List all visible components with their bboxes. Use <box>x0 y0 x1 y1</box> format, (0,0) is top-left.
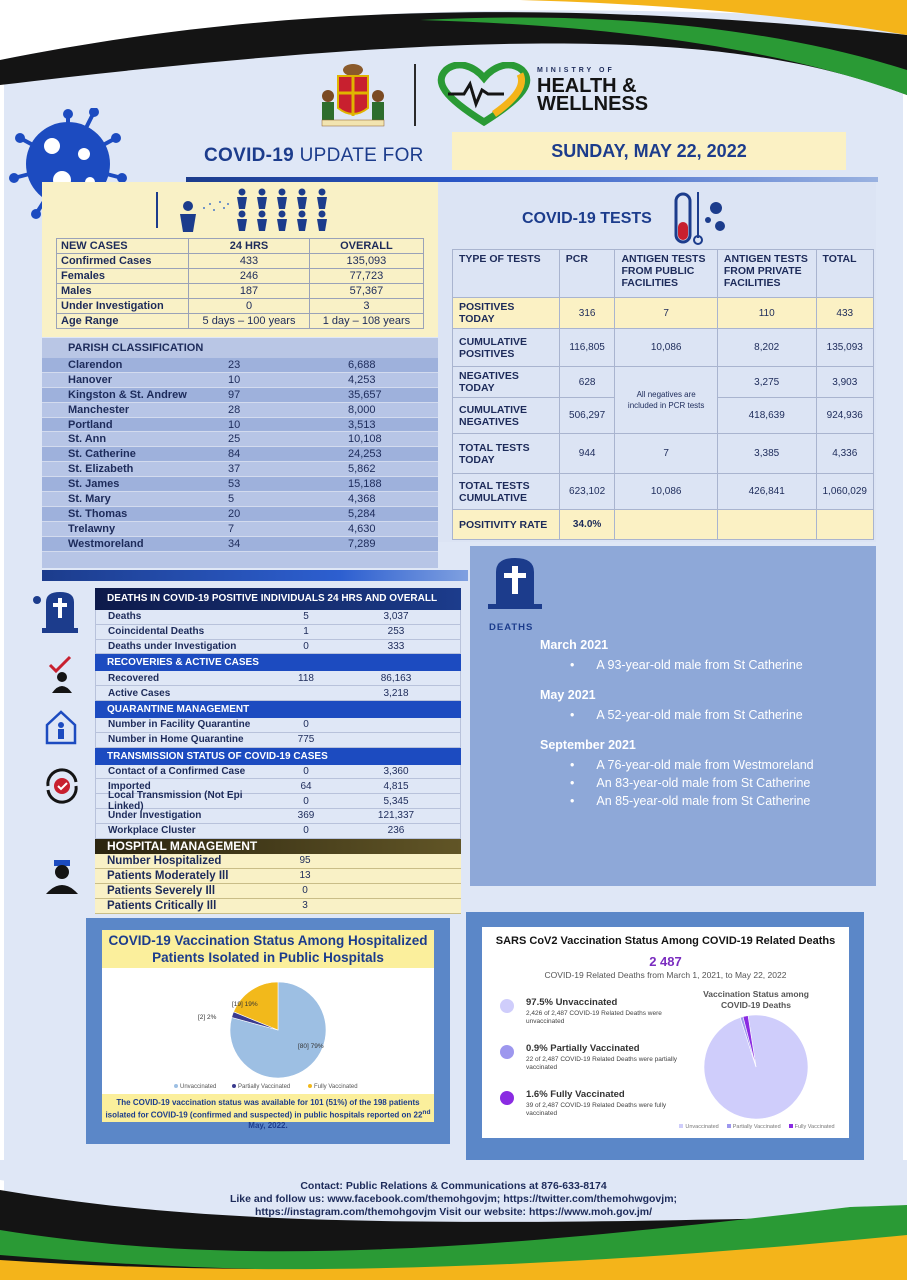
tests-public: 7 <box>615 434 717 474</box>
parish-name: St. Elizabeth <box>68 463 134 476</box>
row-label: Patients Critically Ill <box>107 899 217 912</box>
row-overall: 236 <box>387 825 405 837</box>
cases-24hrs: 187 <box>189 284 310 299</box>
parish-row <box>42 522 438 537</box>
heart-logo-icon <box>434 62 534 128</box>
tests-total: 433 <box>816 298 874 329</box>
legend-label: Partially Vaccinated <box>238 1084 291 1090</box>
vac-deaths-subtitle: COVID-19 Related Deaths from March 1, 2021, to May 22, 2022 <box>544 970 787 980</box>
table-row <box>95 824 461 839</box>
table-row <box>95 718 461 733</box>
footer-contact <box>0 1180 907 1219</box>
parish-24hrs: 23 <box>228 358 241 371</box>
legend-full <box>789 1124 835 1130</box>
deaths-group <box>540 638 814 672</box>
vaccination-hospital-title: COVID-19 Vaccination Status Among Hospitalized Patients Isolated in Public Hospitals <box>102 930 434 968</box>
tests-empty-cell <box>615 510 717 540</box>
item-pct: 0.9% Partially Vaccinated <box>526 1043 640 1054</box>
tests-pcr: 623,102 <box>559 474 615 510</box>
parish-name: St. Ann <box>68 433 107 446</box>
parish-overall: 35,657 <box>348 388 382 401</box>
parish-overall: 5,284 <box>348 507 376 520</box>
footer-line2: Like and follow us: www.facebook.com/themohgovjm; https://twitter.com/themohwgovjm; <box>229 1193 678 1205</box>
cases-label: Age Range <box>57 314 189 329</box>
row-24hrs: 5 <box>303 611 309 623</box>
people-divider <box>156 192 158 228</box>
item-pct: 97.5% Unvaccinated <box>526 997 618 1008</box>
parish-name: Trelawny <box>68 522 116 535</box>
recovery-check-icon <box>48 655 76 693</box>
table-row <box>95 610 461 625</box>
tests-row-label: NEGATIVES TODAY <box>453 367 560 398</box>
cases-24hrs: 246 <box>189 269 310 284</box>
cases-24hrs: 0 <box>189 299 310 314</box>
parish-24hrs: 5 <box>228 492 235 505</box>
deaths-month: September 2021 <box>540 738 636 752</box>
cases-header-label: NEW CASES <box>57 239 189 254</box>
row-overall: 3,360 <box>383 765 409 777</box>
pie-data-label: [19] 19% <box>232 1001 258 1008</box>
parish-24hrs: 20 <box>228 507 241 520</box>
legend-partial <box>727 1124 781 1130</box>
table-row <box>453 367 874 398</box>
row-24hrs: 0 <box>303 640 309 652</box>
table-row <box>57 299 424 314</box>
vaccination-deaths-card <box>482 927 849 1138</box>
tests-private: 418,639 <box>717 398 816 434</box>
parish-heading: PARISH CLASSIFICATION <box>42 338 438 358</box>
vac-deaths-chart-title: Vaccination Status among COVID-19 Deaths <box>703 989 809 1010</box>
parish-row <box>42 492 438 507</box>
parish-name: St. James <box>68 478 120 491</box>
transmission-head-bold: COVID-19 CASES <box>244 750 328 762</box>
row-24hrs: 775 <box>297 734 315 746</box>
parish-overall: 24,253 <box>348 448 382 461</box>
deaths-list <box>540 638 814 824</box>
row-label: Patients Severely Ill <box>107 884 216 897</box>
tests-pcr: 506,297 <box>559 398 615 434</box>
tests-row-label: CUMULATIVE NEGATIVES <box>453 398 560 434</box>
tests-total: 924,936 <box>816 398 874 434</box>
row-label: Patients Moderately Ill <box>107 869 229 882</box>
transmission-header <box>95 748 461 765</box>
tests-pcr: 316 <box>559 298 615 329</box>
legend-marker <box>232 1084 236 1088</box>
vaccination-hospital-note <box>102 1094 434 1130</box>
footer-line1: Contact: Public Relations & Communications at 876-633-8174 <box>300 1180 607 1192</box>
new-cases-table <box>56 238 424 329</box>
tests-row-label: TOTAL TESTS TODAY <box>453 434 560 474</box>
table-row <box>95 625 461 640</box>
cases-overall: 77,723 <box>309 269 423 284</box>
legend-label: Partially Vaccinated <box>732 1124 781 1130</box>
row-value: 0 <box>302 885 308 897</box>
list-item: • A 93-year-old male from St Catherine <box>570 658 814 672</box>
transmission-cycle-icon <box>40 764 84 808</box>
parish-row <box>42 432 438 447</box>
tombstone-icon <box>30 590 80 634</box>
test-tube-icon <box>672 190 732 248</box>
row-24hrs: 0 <box>303 719 309 731</box>
tests-public: 7 <box>615 298 717 329</box>
parish-name: Manchester <box>68 403 130 416</box>
deaths-head-pre: DEATHS IN <box>107 593 163 604</box>
hospital-header: HOSPITAL MANAGEMENT <box>95 839 461 854</box>
tests-row-label: POSITIVITY RATE <box>453 510 560 540</box>
parish-name: Westmoreland <box>68 537 144 550</box>
transmission-head-pre: TRANSMISSION STATUS OF <box>107 750 245 762</box>
table-row <box>95 854 461 869</box>
row-label: Workplace Cluster <box>108 825 196 837</box>
legend-label: Unvaccinated <box>685 1124 719 1130</box>
tests-public: 10,086 <box>615 474 717 510</box>
deaths-head-post: INDIVIDUALS 24 HRS AND OVERALL <box>257 593 438 604</box>
tombstone-icon <box>488 554 542 614</box>
tests-empty-cell <box>717 510 816 540</box>
table-row <box>95 790 461 813</box>
note-sup: nd <box>422 1109 431 1116</box>
parish-overall: 3,513 <box>348 418 376 431</box>
cases-overall: 135,093 <box>309 254 423 269</box>
parish-24hrs: 10 <box>228 418 241 431</box>
title-bold: COVID-19 <box>204 145 295 166</box>
item-desc: 2,426 of 2,487 COVID-19 Related Deaths were unvaccinated <box>526 1010 662 1025</box>
parish-row <box>42 418 438 433</box>
parish-overall: 4,253 <box>348 373 376 386</box>
deaths-month: May 2021 <box>540 688 596 702</box>
tests-empty-cell <box>816 510 874 540</box>
row-24hrs: 0 <box>303 795 309 807</box>
tests-pcr: 628 <box>559 367 615 398</box>
tests-total: 135,093 <box>816 329 874 367</box>
parish-24hrs: 28 <box>228 403 241 416</box>
parish-row <box>42 403 438 418</box>
legend-label: Fully Vaccinated <box>794 1124 835 1130</box>
deaths-pie-chart <box>694 1011 818 1123</box>
deaths-section-header <box>95 588 461 610</box>
parish-overall: 15,188 <box>348 478 382 491</box>
cases-label: Females <box>57 269 189 284</box>
tests-private: 110 <box>717 298 816 329</box>
cases-header-row <box>57 239 424 254</box>
people-spray-icon <box>176 186 336 234</box>
table-row <box>453 474 874 510</box>
row-24hrs: 369 <box>297 810 315 822</box>
parish-overall: 8,000 <box>348 403 376 416</box>
tests-public: 10,086 <box>615 329 717 367</box>
row-label: Deaths <box>108 611 142 623</box>
row-24hrs: 0 <box>303 825 309 837</box>
list-item: • An 85-year-old male from St Catherine <box>570 794 814 808</box>
table-row <box>95 884 461 899</box>
deaths-group <box>540 688 814 722</box>
vaccination-hospital-chart <box>102 968 434 1094</box>
parish-row <box>42 447 438 462</box>
parish-name: St. Thomas <box>68 507 128 520</box>
row-overall: 5,345 <box>383 795 409 807</box>
row-label: Number Hospitalized <box>107 854 222 867</box>
ministry-line2: HEALTH & <box>537 75 637 97</box>
tests-pcr: 944 <box>559 434 615 474</box>
parish-name: Clarendon <box>68 358 123 371</box>
parish-overall: 5,862 <box>348 463 376 476</box>
list-item: • A 76-year-old male from Westmoreland <box>570 758 814 772</box>
parish-row <box>42 477 438 492</box>
list-item: • An 83-year-old male from St Catherine <box>570 776 814 790</box>
hospital-pie-chart <box>102 968 434 1094</box>
parish-overall: 4,630 <box>348 522 376 535</box>
table-row <box>95 640 461 655</box>
tests-private: 426,841 <box>717 474 816 510</box>
parish-24hrs: 84 <box>228 448 241 461</box>
legend-marker <box>308 1084 312 1088</box>
cases-24hrs: 5 days – 100 years <box>189 314 310 329</box>
legend-label: Fully Vaccinated <box>314 1084 358 1090</box>
cases-header-overall: OVERALL <box>309 239 423 254</box>
row-label: Number in Home Quarantine <box>108 734 244 746</box>
cases-overall: 57,367 <box>309 284 423 299</box>
home-quarantine-icon <box>44 709 78 745</box>
item-desc: 22 of 2,487 COVID-19 Related Deaths were partially vaccinated <box>526 1056 678 1071</box>
update-title <box>204 145 424 167</box>
parish-row <box>42 507 438 522</box>
item-desc: 39 of 2,487 COVID-19 Related Deaths were fully vaccinated <box>526 1102 667 1117</box>
tests-private: 3,275 <box>717 367 816 398</box>
row-overall: 253 <box>387 626 405 638</box>
tests-title: COVID-19 TESTS <box>522 210 652 227</box>
row-overall: 86,163 <box>380 672 412 684</box>
update-date: SUNDAY, MAY 22, 2022 <box>452 132 846 170</box>
footer-line3: https://instagram.com/themohgovjm Visit our website: https://www.moh.gov.jm/ <box>254 1206 653 1218</box>
legend-unvaccinated <box>679 1124 718 1130</box>
coat-of-arms-icon <box>310 58 396 130</box>
footer-swoosh <box>0 1160 907 1280</box>
note-text-end: May, 2022. <box>248 1120 288 1130</box>
row-24hrs: 64 <box>300 780 312 792</box>
parish-footer <box>42 552 438 568</box>
cases-header-24hrs: 24 HRS <box>189 239 310 254</box>
table-row <box>453 329 874 367</box>
row-label: Number in Facility Quarantine <box>108 719 251 731</box>
table-row <box>57 284 424 299</box>
row-label: Under Investigation <box>108 810 202 822</box>
tests-header-private: ANTIGEN TESTS FROM PRIVATE FACILITIES <box>717 250 816 298</box>
table-row <box>95 869 461 884</box>
logo-divider <box>414 64 416 126</box>
row-24hrs: 118 <box>298 672 314 684</box>
cases-24hrs: 433 <box>189 254 310 269</box>
parish-list <box>42 358 438 552</box>
row-label: Local Transmission (Not Epi Linked) <box>108 790 243 813</box>
table-row <box>453 434 874 474</box>
row-label: Active Cases <box>108 687 171 699</box>
row-overall: 121,337 <box>377 810 415 822</box>
note-text: The COVID-19 vaccination status was available for 101 (51%) of the 198 patients isolated for COVID-19 (confirmed and suspected) in public hospitals reported on 22 <box>105 1098 423 1120</box>
table-row <box>95 671 461 686</box>
table-row <box>95 733 461 748</box>
tests-header-type: TYPE OF TESTS <box>453 250 560 298</box>
tests-table <box>452 249 874 540</box>
tests-row-label: CUMULATIVE POSITIVES <box>453 329 560 367</box>
nurse-icon <box>44 860 80 894</box>
deaths-head-bold: COVID-19 POSITIVE <box>162 593 258 604</box>
table-row <box>57 254 424 269</box>
row-value: 3 <box>302 900 308 912</box>
table-row <box>95 809 461 824</box>
legend-marker <box>174 1084 178 1088</box>
legend-label: Unvaccinated <box>180 1084 217 1090</box>
row-label: Contact of a Confirmed Case <box>108 765 246 777</box>
tests-total: 3,903 <box>816 367 874 398</box>
pie-data-label: [80] 79% <box>298 1043 324 1050</box>
tests-private: 8,202 <box>717 329 816 367</box>
tests-total: 4,336 <box>816 434 874 474</box>
parish-row <box>42 462 438 477</box>
row-overall: 3,218 <box>383 687 409 699</box>
unvaccinated-dot <box>500 999 514 1013</box>
row-value: 95 <box>299 855 311 867</box>
parish-24hrs: 10 <box>228 373 241 386</box>
deaths-month: March 2021 <box>540 638 609 652</box>
table-row <box>57 314 424 329</box>
parish-24hrs: 34 <box>228 537 241 550</box>
table-row <box>95 899 461 914</box>
row-24hrs: 1 <box>303 626 309 638</box>
item-pct: 1.6% Fully Vaccinated <box>526 1089 625 1100</box>
tests-header-row <box>453 250 874 298</box>
parish-24hrs: 97 <box>228 388 241 401</box>
deaths-pie-legend <box>672 1124 842 1130</box>
parish-name: St. Catherine <box>68 448 136 461</box>
parish-name: Kingston & St. Andrew <box>68 388 187 401</box>
parish-24hrs: 7 <box>228 522 235 535</box>
partial-dot <box>500 1045 514 1059</box>
cases-overall: 3 <box>309 299 423 314</box>
list-item: • A 52-year-old male from St Catherine <box>570 708 814 722</box>
pie-data-label: [2] 2% <box>198 1014 217 1021</box>
cases-label: Males <box>57 284 189 299</box>
tests-row-label: TOTAL TESTS CUMULATIVE <box>453 474 560 510</box>
row-overall: 4,815 <box>383 780 409 792</box>
tests-row-label: POSITIVES TODAY <box>453 298 560 329</box>
parish-row <box>42 537 438 552</box>
row-value: 13 <box>299 870 311 882</box>
quarantine-header: QUARANTINE MANAGEMENT <box>95 701 461 718</box>
ministry-line3: WELLNESS <box>537 93 649 115</box>
tests-header-pcr: PCR <box>559 250 615 298</box>
parish-row <box>42 388 438 403</box>
table-row <box>57 269 424 284</box>
vac-deaths-title: SARS CoV2 Vaccination Status Among COVID-19 Related Deaths <box>495 935 836 947</box>
deaths-label: DEATHS <box>489 622 534 633</box>
parish-24hrs: 53 <box>228 478 241 491</box>
summary-tables <box>95 588 461 914</box>
cases-overall: 1 day – 108 years <box>309 314 423 329</box>
table-row <box>95 686 461 701</box>
tests-header-total: TOTAL <box>816 250 874 298</box>
vac-deaths-total: 2 487 <box>649 954 682 969</box>
parish-overall: 7,289 <box>348 537 376 550</box>
parish-name: Hanover <box>68 373 113 386</box>
parish-row <box>42 358 438 373</box>
tests-total: 1,060,029 <box>816 474 874 510</box>
row-overall: 3,037 <box>383 611 409 623</box>
table-row <box>453 510 874 540</box>
ministry-line1: MINISTRY OF <box>537 67 615 74</box>
section-divider <box>42 570 468 581</box>
tests-header-public: ANTIGEN TESTS FROM PUBLIC FACILITIES <box>615 250 717 298</box>
row-label: Recovered <box>108 672 160 684</box>
full-dot <box>500 1091 514 1105</box>
parish-name: Portland <box>68 418 113 431</box>
cases-label: Confirmed Cases <box>57 254 189 269</box>
table-row <box>95 765 461 780</box>
parish-row <box>42 373 438 388</box>
tests-pcr: 34.0% <box>559 510 615 540</box>
parish-24hrs: 25 <box>228 433 241 446</box>
parish-overall: 10,108 <box>348 433 382 446</box>
deaths-group <box>540 738 814 808</box>
parish-name: St. Mary <box>68 492 111 505</box>
table-row <box>453 298 874 329</box>
parish-24hrs: 37 <box>228 463 241 476</box>
cases-label: Under Investigation <box>57 299 189 314</box>
parish-overall: 6,688 <box>348 358 376 371</box>
tests-negatives-note: All negatives are included in PCR tests <box>615 367 717 434</box>
title-rest: UPDATE FOR <box>299 145 424 166</box>
row-label: Imported <box>108 780 151 792</box>
row-label: Deaths under Investigation <box>108 640 237 652</box>
row-overall: 333 <box>387 640 405 652</box>
row-label: Coincidental Deaths <box>108 626 205 638</box>
tests-pcr: 116,805 <box>559 329 615 367</box>
tests-private: 3,385 <box>717 434 816 474</box>
parish-overall: 4,368 <box>348 492 376 505</box>
recoveries-header: RECOVERIES & ACTIVE CASES <box>95 654 461 671</box>
row-24hrs: 0 <box>303 765 309 777</box>
